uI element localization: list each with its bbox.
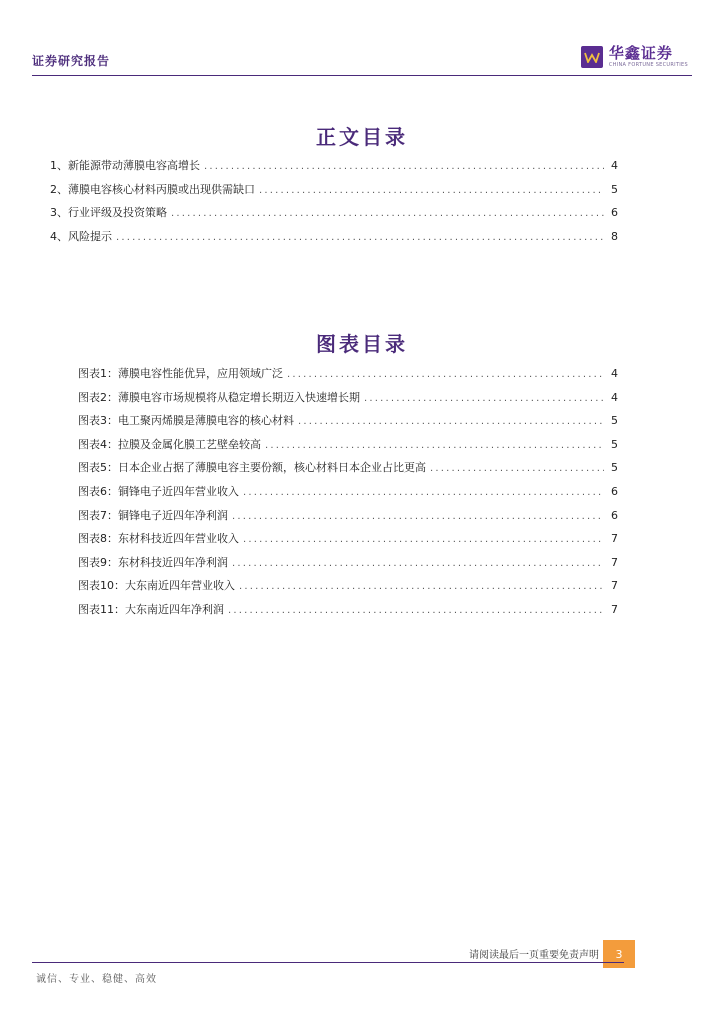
toc-dot-leader — [204, 161, 604, 172]
toc-dot-leader — [287, 369, 604, 380]
toc-dot-leader — [430, 463, 604, 474]
toc-entry-label: 图表11：大东南近四年净利润 — [78, 602, 224, 616]
toc-entry-page: 7 — [611, 579, 618, 593]
toc-dot-leader — [364, 393, 604, 404]
toc-entry-page: 6 — [611, 206, 618, 220]
toc-entry-page: 7 — [611, 602, 618, 616]
toc-entry-label: 1、新能源带动薄膜电容高增长 — [50, 159, 200, 172]
toc-entry[interactable] — [78, 459, 618, 483]
toc-entry-page: 6 — [611, 484, 618, 498]
toc-dot-leader — [116, 232, 604, 243]
main-toc-list — [50, 157, 618, 251]
toc-dot-leader — [232, 511, 604, 522]
toc-entry-page: 5 — [611, 461, 618, 475]
toc-entry[interactable] — [78, 601, 618, 625]
toc-dot-leader — [171, 208, 604, 219]
toc-entry[interactable] — [78, 577, 618, 601]
toc-entry-label: 图表7：铜锋电子近四年净利润 — [78, 508, 228, 522]
toc-dot-leader — [239, 581, 604, 592]
logo-emblem-icon — [581, 46, 603, 68]
toc-entry-label: 3、行业评级及投资策略 — [50, 206, 167, 220]
toc-entry-label: 2、薄膜电容核心材料丙膜或出现供需缺口 — [50, 182, 255, 196]
report-type-label: 证券研究报告 — [32, 54, 111, 68]
toc-entry[interactable] — [78, 436, 618, 460]
toc-dot-leader — [259, 185, 604, 196]
toc-entry-label: 图表10：大东南近四年营业收入 — [78, 579, 235, 593]
toc-entry[interactable] — [78, 412, 618, 436]
toc-entry-label: 图表6：铜锋电子近四年营业收入 — [78, 484, 239, 498]
toc-entry-page: 7 — [611, 555, 618, 569]
toc-entry[interactable] — [78, 365, 618, 389]
page-header — [32, 40, 692, 76]
toc-dot-leader — [232, 558, 604, 569]
toc-entry-label: 图表8：东材科技近四年营业收入 — [78, 532, 239, 546]
toc-entry-page: 7 — [611, 532, 618, 546]
toc-entry[interactable] — [78, 483, 618, 507]
toc-entry[interactable] — [50, 228, 618, 252]
logo-name-en: CHINA FORTUNE SECURITIES — [608, 62, 688, 68]
toc-dot-leader — [228, 605, 604, 616]
toc-entry-label: 图表2：薄膜电容市场规模将从稳定增长期迈入快速增长期 — [78, 390, 360, 404]
figure-toc-title: 图表目录 — [316, 332, 408, 356]
company-logo — [581, 42, 688, 72]
toc-dot-leader — [298, 416, 604, 427]
toc-dot-leader — [243, 534, 604, 545]
toc-entry-page: 4 — [611, 159, 618, 172]
header-divider — [32, 75, 692, 76]
figure-toc-list — [78, 365, 618, 625]
toc-entry-label: 图表1：薄膜电容性能优异，应用领域广泛 — [78, 367, 283, 380]
toc-entry-page: 6 — [611, 508, 618, 522]
toc-entry-label: 图表9：东材科技近四年净利润 — [78, 555, 228, 569]
toc-entry[interactable] — [78, 530, 618, 554]
footer-divider — [32, 962, 624, 963]
toc-entry[interactable] — [78, 554, 618, 578]
toc-entry-page: 5 — [611, 414, 618, 428]
toc-entry[interactable] — [78, 389, 618, 413]
toc-entry-page: 8 — [611, 229, 618, 243]
toc-entry[interactable] — [50, 204, 618, 228]
page-number-badge: 3 — [603, 940, 635, 968]
toc-entry[interactable] — [50, 157, 618, 181]
disclaimer-text: 请阅读最后一页重要免责声明 — [469, 950, 599, 961]
toc-entry[interactable] — [78, 507, 618, 531]
toc-entry-page: 5 — [611, 182, 618, 196]
toc-entry-page: 4 — [611, 390, 618, 404]
toc-entry-label: 图表4：拉膜及金属化膜工艺壁垒较高 — [78, 437, 261, 451]
toc-dot-leader — [243, 487, 604, 498]
toc-entry-label: 图表3：电工聚丙烯膜是薄膜电容的核心材料 — [78, 414, 294, 428]
company-motto: 诚信、专业、稳健、高效 — [36, 974, 157, 985]
toc-entry-page: 5 — [611, 437, 618, 451]
toc-entry-page: 4 — [611, 367, 618, 380]
logo-name-cn: 华鑫证券 — [608, 44, 673, 62]
toc-dot-leader — [265, 440, 604, 451]
toc-entry[interactable] — [50, 181, 618, 205]
toc-entry-label: 图表5：日本企业占据了薄膜电容主要份额，核心材料日本企业占比更高 — [78, 461, 426, 475]
toc-entry-label: 4、风险提示 — [50, 229, 112, 243]
main-toc-title: 正文目录 — [316, 125, 408, 149]
